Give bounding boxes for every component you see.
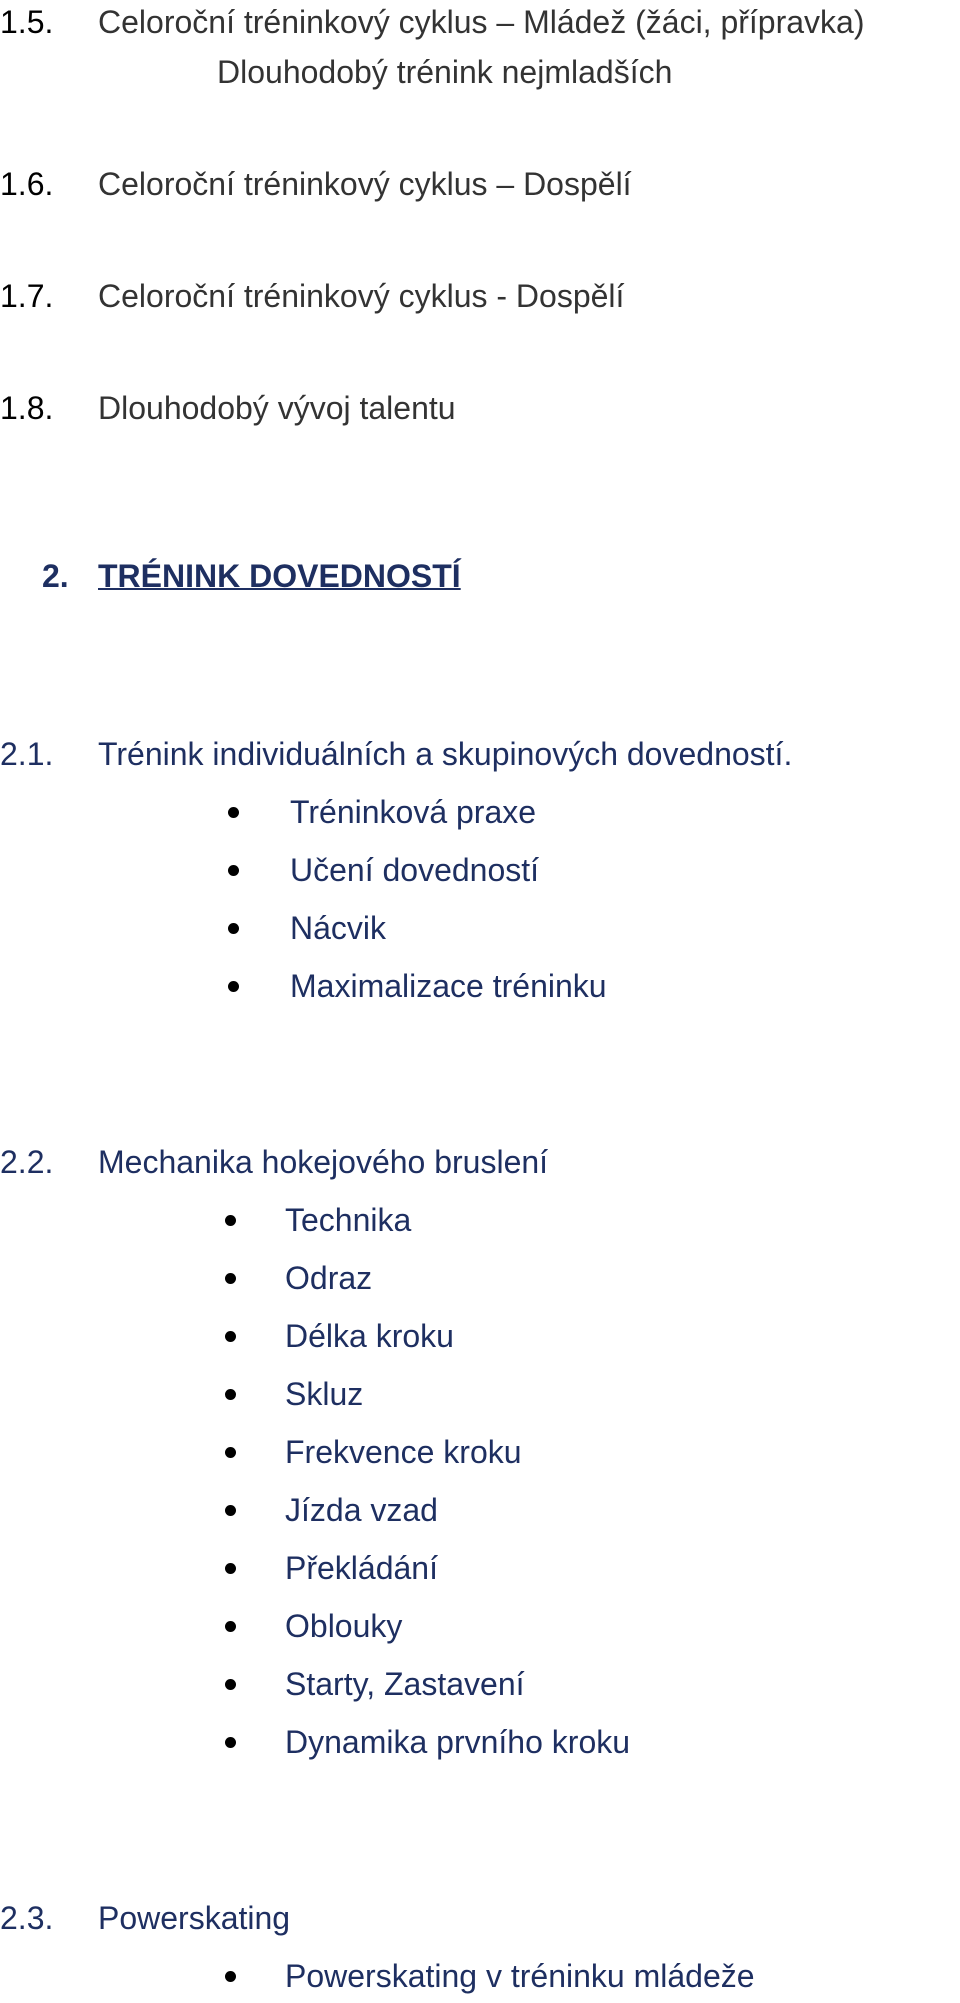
list-item <box>290 850 910 890</box>
list-item-text: Dynamika prvního kroku <box>285 1724 631 1760</box>
subsection-title: Trénink individuálních a skupinových dovedností. <box>98 736 793 772</box>
bullet-icon <box>225 1215 236 1226</box>
bullet-icon <box>228 865 239 876</box>
subsection-2-3 <box>0 1898 960 1938</box>
item-subtitle: Dlouhodobý trénink nejmladších <box>217 54 673 90</box>
item-1-8 <box>0 388 960 428</box>
subsection-title: Powerskating <box>98 1900 291 1936</box>
list-item-text: Tréninková praxe <box>290 794 537 830</box>
item-1-5 <box>0 2 960 42</box>
list-item-text: Technika <box>285 1202 412 1238</box>
list-item-text: Nácvik <box>290 910 387 946</box>
list-item <box>290 792 910 832</box>
list-item <box>285 1374 905 1414</box>
subsection-title: Mechanika hokejového bruslení <box>98 1144 549 1180</box>
bullet-icon <box>225 1273 236 1284</box>
bullet-icon <box>225 1331 236 1342</box>
bullet-icon <box>225 1447 236 1458</box>
subsection-number: 2.2. <box>0 1144 54 1180</box>
section-number: 2. <box>42 558 69 594</box>
bullet-icon <box>225 1971 236 1982</box>
list-item <box>285 1956 905 1996</box>
list-item <box>285 1548 905 1588</box>
list-item-text: Odraz <box>285 1260 373 1296</box>
list-item <box>285 1664 905 1704</box>
list-item <box>285 1200 905 1240</box>
item-number: 1.8. <box>0 390 54 426</box>
item-number: 1.6. <box>0 166 54 202</box>
list-item <box>285 1490 905 1530</box>
bullet-icon <box>225 1679 236 1690</box>
subsection-number: 2.1. <box>0 736 54 772</box>
list-item-text: Jízda vzad <box>285 1492 438 1528</box>
list-item <box>290 908 910 948</box>
bullet-icon <box>225 1563 236 1574</box>
item-title: Celoroční tréninkový cyklus – Mládež (žáci, přípravka) <box>98 4 865 40</box>
list-item-text: Délka kroku <box>285 1318 454 1354</box>
item-number: 1.5. <box>0 4 54 40</box>
subsection-2-2 <box>0 1142 960 1182</box>
subsection-2-1 <box>0 734 960 774</box>
bullet-icon <box>225 1505 236 1516</box>
item-number: 1.7. <box>0 278 54 314</box>
bullet-icon <box>228 807 239 818</box>
list-item <box>285 1606 905 1646</box>
bullet-icon <box>225 1621 236 1632</box>
list-item-text: Skluz <box>285 1376 364 1412</box>
section-2-heading <box>42 556 942 596</box>
bullet-icon <box>228 981 239 992</box>
item-1-7 <box>0 276 960 316</box>
list-item <box>285 1722 905 1762</box>
list-item-text: Starty, Zastavení <box>285 1666 525 1702</box>
item-1-5-subtitle <box>0 52 960 92</box>
list-item-text: Oblouky <box>285 1608 403 1644</box>
list-item-text: Maximalizace tréninku <box>290 968 607 1004</box>
item-title: Celoroční tréninkový cyklus - Dospělí <box>98 278 625 314</box>
subsection-number: 2.3. <box>0 1900 54 1936</box>
bullet-icon <box>225 1389 236 1400</box>
list-item-text: Powerskating v tréninku mládeže <box>285 1958 755 1994</box>
list-item-text: Učení dovedností <box>290 852 540 888</box>
item-title: Celoroční tréninkový cyklus – Dospělí <box>98 166 632 202</box>
list-item <box>285 1316 905 1356</box>
list-item <box>285 1432 905 1472</box>
list-item-text: Překládání <box>285 1550 438 1586</box>
bullet-icon <box>225 1737 236 1748</box>
list-item <box>290 966 910 1006</box>
bullet-icon <box>228 923 239 934</box>
list-item <box>285 1258 905 1298</box>
list-item-text: Frekvence kroku <box>285 1434 522 1470</box>
section-title: TRÉNINK DOVEDNOSTÍ <box>98 558 461 594</box>
item-1-6 <box>0 164 960 204</box>
item-title: Dlouhodobý vývoj talentu <box>98 390 456 426</box>
